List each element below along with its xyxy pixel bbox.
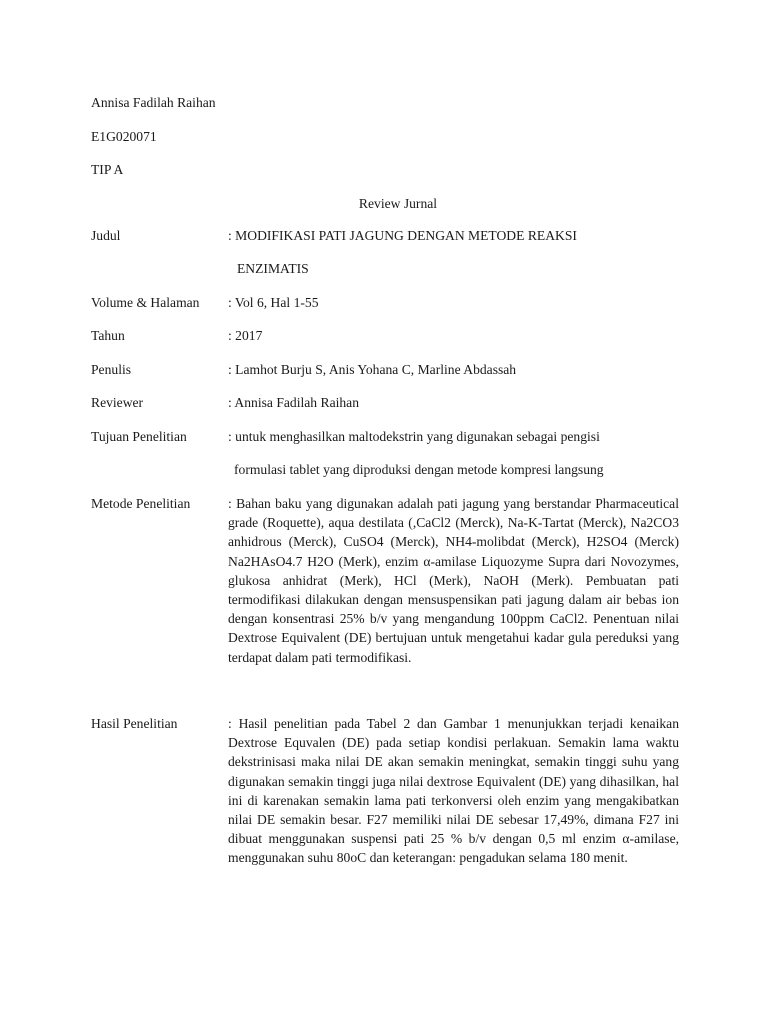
student-id: E1G020071 (91, 129, 157, 144)
field-label: Penulis (91, 362, 132, 377)
field-label: Metode Penelitian (91, 496, 191, 511)
field-label: Judul (91, 228, 121, 243)
class-name: TIP A (91, 162, 124, 177)
field-label: Reviewer (91, 395, 144, 410)
field-value: : Hasil penelitian pada Tabel 2 dan Gambar 1 menunjukkan terjadi kenaikan Dextrose Equvalen (DE) pada setiap kondisi perlakuan. Semakin lama waktu dekstrinisasi maka nilai DE akan semakin meningkat, semakin tinggi suhu yang digunakan semakin tinggi juga nilai dextrose Equivalent (DE) yang dihasilkan, hal ini di karenakan semakin lama pati terkonversi oleh enzim yang mengakibatkan nilai DE semakin besar. F27 memiliki nilai DE sebesar 17,49%, dimana F27 ini dibuat menggunakan suspensi pati 25 % b/v dengan 0,5 ml enzim α-amilase, menggunakan suhu 80oC dan keterangan: pengadukan selama 180 menit. (228, 716, 679, 866)
review-title: Review Jurnal (358, 196, 438, 211)
field-label: Tahun (91, 328, 125, 343)
author-name: Annisa Fadilah Raihan (91, 95, 216, 110)
field-value: : 2017 (228, 328, 263, 343)
field-value: : Annisa Fadilah Raihan (228, 395, 360, 410)
field-value: : Vol 6, Hal 1-55 (228, 295, 319, 310)
field-value: : Lamhot Burju S, Anis Yohana C, Marline Abdassah (228, 362, 517, 377)
field-value: : Bahan baku yang digunakan adalah pati jagung yang berstandar Pharmaceutical grade (Roquette), aqua destilata (,CaCl2 (Merck), Na-K-Tartat (Merck), Na2CO3 anhidrous (Merck), CuSO4 (Merck), NH4-molibdat (Merck), H2SO4 (Merck) Na2HAsO4.7 H2O (Merk), enzim α-amilase Liquozyme Supra dari Novozymes, glukosa anhidrat (Merk), HCl (Merk), NaOH (Merk). Pembuatan pati termodifikasi dilakukan dengan mensuspensikan pati jagung dalam air bebas ion dengan konsentrasi 25% b/v yang mengandung 100ppm CaCl2. Penentuan nilai Dextrose Equivalent (DE) bertujuan untuk mengetahui kadar gula pereduksi yang terdapat dalam pati termodifikasi. (228, 496, 679, 665)
field-value: : untuk menghasilkan maltodekstrin yang digunakan sebagai pengisi formulasi tablet yang diproduksi dengan metode kompresi langsung (228, 429, 604, 477)
field-label: Tujuan Penelitian (91, 429, 187, 444)
field-value: : MODIFIKASI PATI JAGUNG DENGAN METODE REAKSI ENZIMATIS (228, 228, 577, 276)
field-label: Volume & Halaman (91, 295, 200, 310)
field-label: Hasil Penelitian (91, 716, 178, 731)
